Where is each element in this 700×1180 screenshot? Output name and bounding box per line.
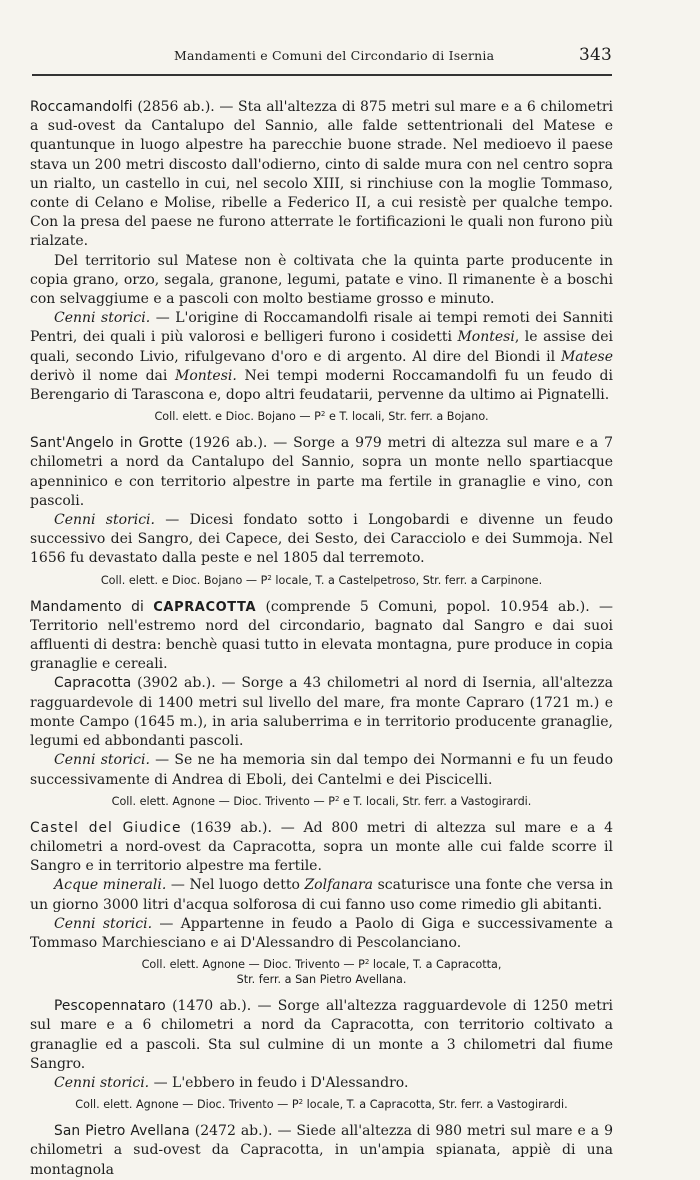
entry-santangelo-intro: Sant'Angelo in Grotte (1926 ab.). — Sorge a 979 metri di altezza sul mare e a 7 chilometri a nord da Cantalupo del Sannio, sopra un monte nello spartiacque apenninico e con territorio alpestre in parte ma fertile in granaglie e vino, con pascoli. xyxy=(30,435,613,509)
section-label: Cenni storici. xyxy=(54,512,155,529)
running-title: Mandamenti e Comuni del Circondario di Isernia xyxy=(174,48,495,63)
mandamento-capracotta: Mandamento di CAPRACOTTA (comprende 5 Comuni, popol. 10.954 ab.). — Territorio nell'estremo nord del circondario, bagnato dal Sangro e dai suoi affluenti di destra: benchè quasi tutto in elevata montagna, pure produce in copia granaglie e cereali. xyxy=(30,598,613,673)
mandamento-name: CAPRACOTTA xyxy=(153,599,257,615)
entry-name: Castel del Giudice xyxy=(30,819,182,836)
header-rule xyxy=(32,74,612,76)
entry-castel-waters: Acque minerali. — Nel luogo detto Zolfanara scaturisce una fonte che versa in un giorno 3000 litri d'acqua solforosa di cui fanno uso come rimedio gli abitanti. xyxy=(30,877,613,913)
section-label: Cenni storici. xyxy=(54,310,151,327)
section-label: Cenni storici. xyxy=(54,752,150,769)
entry-name: Capracotta xyxy=(54,675,132,692)
entry-capracotta-intro: Capracotta (3902 ab.). — Sorge a 43 chilometri al nord di Isernia, all'altezza ragguardevole di 1400 metri sul livello del mare, fra monte Capraro (1721 m.) e monte Campo (1645 m.), in aria saluberrima e in territorio producente granaglie, legumi ed abbondanti pascoli. xyxy=(30,675,613,750)
section-label: Cenni storici. xyxy=(54,1074,150,1091)
entry-pescopennataro-history: Cenni storici. — L'ebbero in feudo i D'Alessandro. xyxy=(54,1074,409,1091)
entry-name: Roccamandolfi xyxy=(30,99,133,115)
entry-sanpietro-intro: San Pietro Avellana (2472 ab.). — Siede all'altezza di 980 metri sul mare e a 9 chilometri a sud-ovest da Capracotta, in un'ampia spianata, appiè di una montagnola xyxy=(30,1123,613,1178)
entry-roccamandolfi-territory: Del territorio sul Matese non è coltivata che la quinta parte producente in copia grano, orzo, segala, granone, legumi, patate e vino. Il rimanente è a boschi con selvaggiume e a pascoli con molto bestiame grosso e minuto. xyxy=(30,252,613,308)
page-body xyxy=(30,98,613,1180)
entry-pescopennataro-note: Coll. elett. Agnone — Dioc. Trivento — $P^2$ locale, T. a Capracotta, Str. ferr. a Vastogirardi. xyxy=(75,1098,568,1112)
entry-roccamandolfi-note: Coll. elett. e Dioc. Bojano — $P^2$ e T. locali, Str. ferr. a Bojano. xyxy=(154,410,489,424)
entry-capracotta-note: Coll. elett. Agnone — Dioc. Trivento — $P^2$ e T. locali, Str. ferr. a Vastogirardi. xyxy=(111,794,532,808)
entry-roccamandolfi-history: Cenni storici. — L'origine di Roccamandolfi risale ai tempi remoti dei Sanniti Pentri, dei quali i più valorosi e belligeri furono i cosidetti Montesi, le assise dei quali, secondo Livio, rifulgevano d'oro e di argento. Al dire del Biondi il Matese derivò il nome dai Montesi. Nei tempi moderni Roccamandolfi fu un feudo di Berengario di Tarascona e, dopo altri feudatarii, pervenne da ultimo ai Pignatelli. xyxy=(30,310,614,404)
entry-capracotta-history: Cenni storici. — Se ne ha memoria sin dal tempo dei Normanni e fu un feudo successivamente di Andrea di Eboli, dei Cantelmi e dei Piscicelli. xyxy=(30,752,613,788)
entry-name: San Pietro Avellana xyxy=(54,1123,190,1140)
entry-roccamandolfi-intro: Roccamandolfi (2856 ab.). — Sta all'altezza di 875 metri sul mare e a 6 chilometri a sud-ovest da Cantalupo del Sannio, alle falde settentrionali del Matese e quantunque in luogo alpestre ha parecchie buone strade. Nel medioevo il paese stava un 200 metri discosto dall'odierno, cinto di salde mura con nel centro sopra un rialto, un castello in cui, nel secolo XIII, si rinchiuse con la moglie Tommaso, conte di Celano e Molise, ribelle a Federico II, a cui resistè per qualche tempo. Con la presa del paese ne furono atterrate le fortificazioni le quali non furono più rialzate. xyxy=(30,99,613,250)
page-number: 343 xyxy=(578,45,612,65)
entry-castel-intro: Castel del Giudice (1639 ab.). — Ad 800 metri di altezza sul mare e a 4 chilometri a nord-ovest da Capracotta, sopra un monte alle cui falde scorre il Sangro e in territorio alpestre ma fertile. xyxy=(30,819,614,875)
entry-pescopennataro-intro: Pescopennataro (1470 ab.). — Sorge all'altezza ragguardevole di 1250 metri sul mare e a 6 chilometri a nord da Capracotta, con territorio coltivato a granaglie ed a pascoli. Sta sul culmine di un monte a 3 chilometri dal fiume Sangro. xyxy=(30,998,613,1072)
section-label: Cenni storici. xyxy=(54,915,153,932)
section-label: Acque minerali. xyxy=(54,877,167,894)
entry-name: Pescopennataro xyxy=(54,998,166,1015)
entry-santangelo-history: Cenni storici. — Dicesi fondato sotto i Longobardi e divenne un feudo successivo dei Sangro, dei Capece, dei Sesto, dei Caracciolo e dei Summoja. Nel 1656 fu devastato dalla peste e nel 1805 dal terremoto. xyxy=(30,512,613,567)
entry-name: Sant'Angelo in Grotte xyxy=(30,435,183,452)
entry-castel-history: Cenni storici. — Appartenne in feudo a Paolo di Giga e successivamente a Tommaso Marchiesciano e ai D'Alessandro di Pescolanciano. xyxy=(30,915,613,951)
entry-castel-note: Coll. elett. Agnone — Dioc. Trivento — $P^2$ locale, T. a Capracotta, Str. ferr. a San Pietro Avellana. xyxy=(141,958,502,987)
entry-santangelo-note: Coll. elett. e Dioc. Bojano — $P^2$ locale, T. a Castelpetroso, Str. ferr. a Carpinone. xyxy=(100,573,543,587)
